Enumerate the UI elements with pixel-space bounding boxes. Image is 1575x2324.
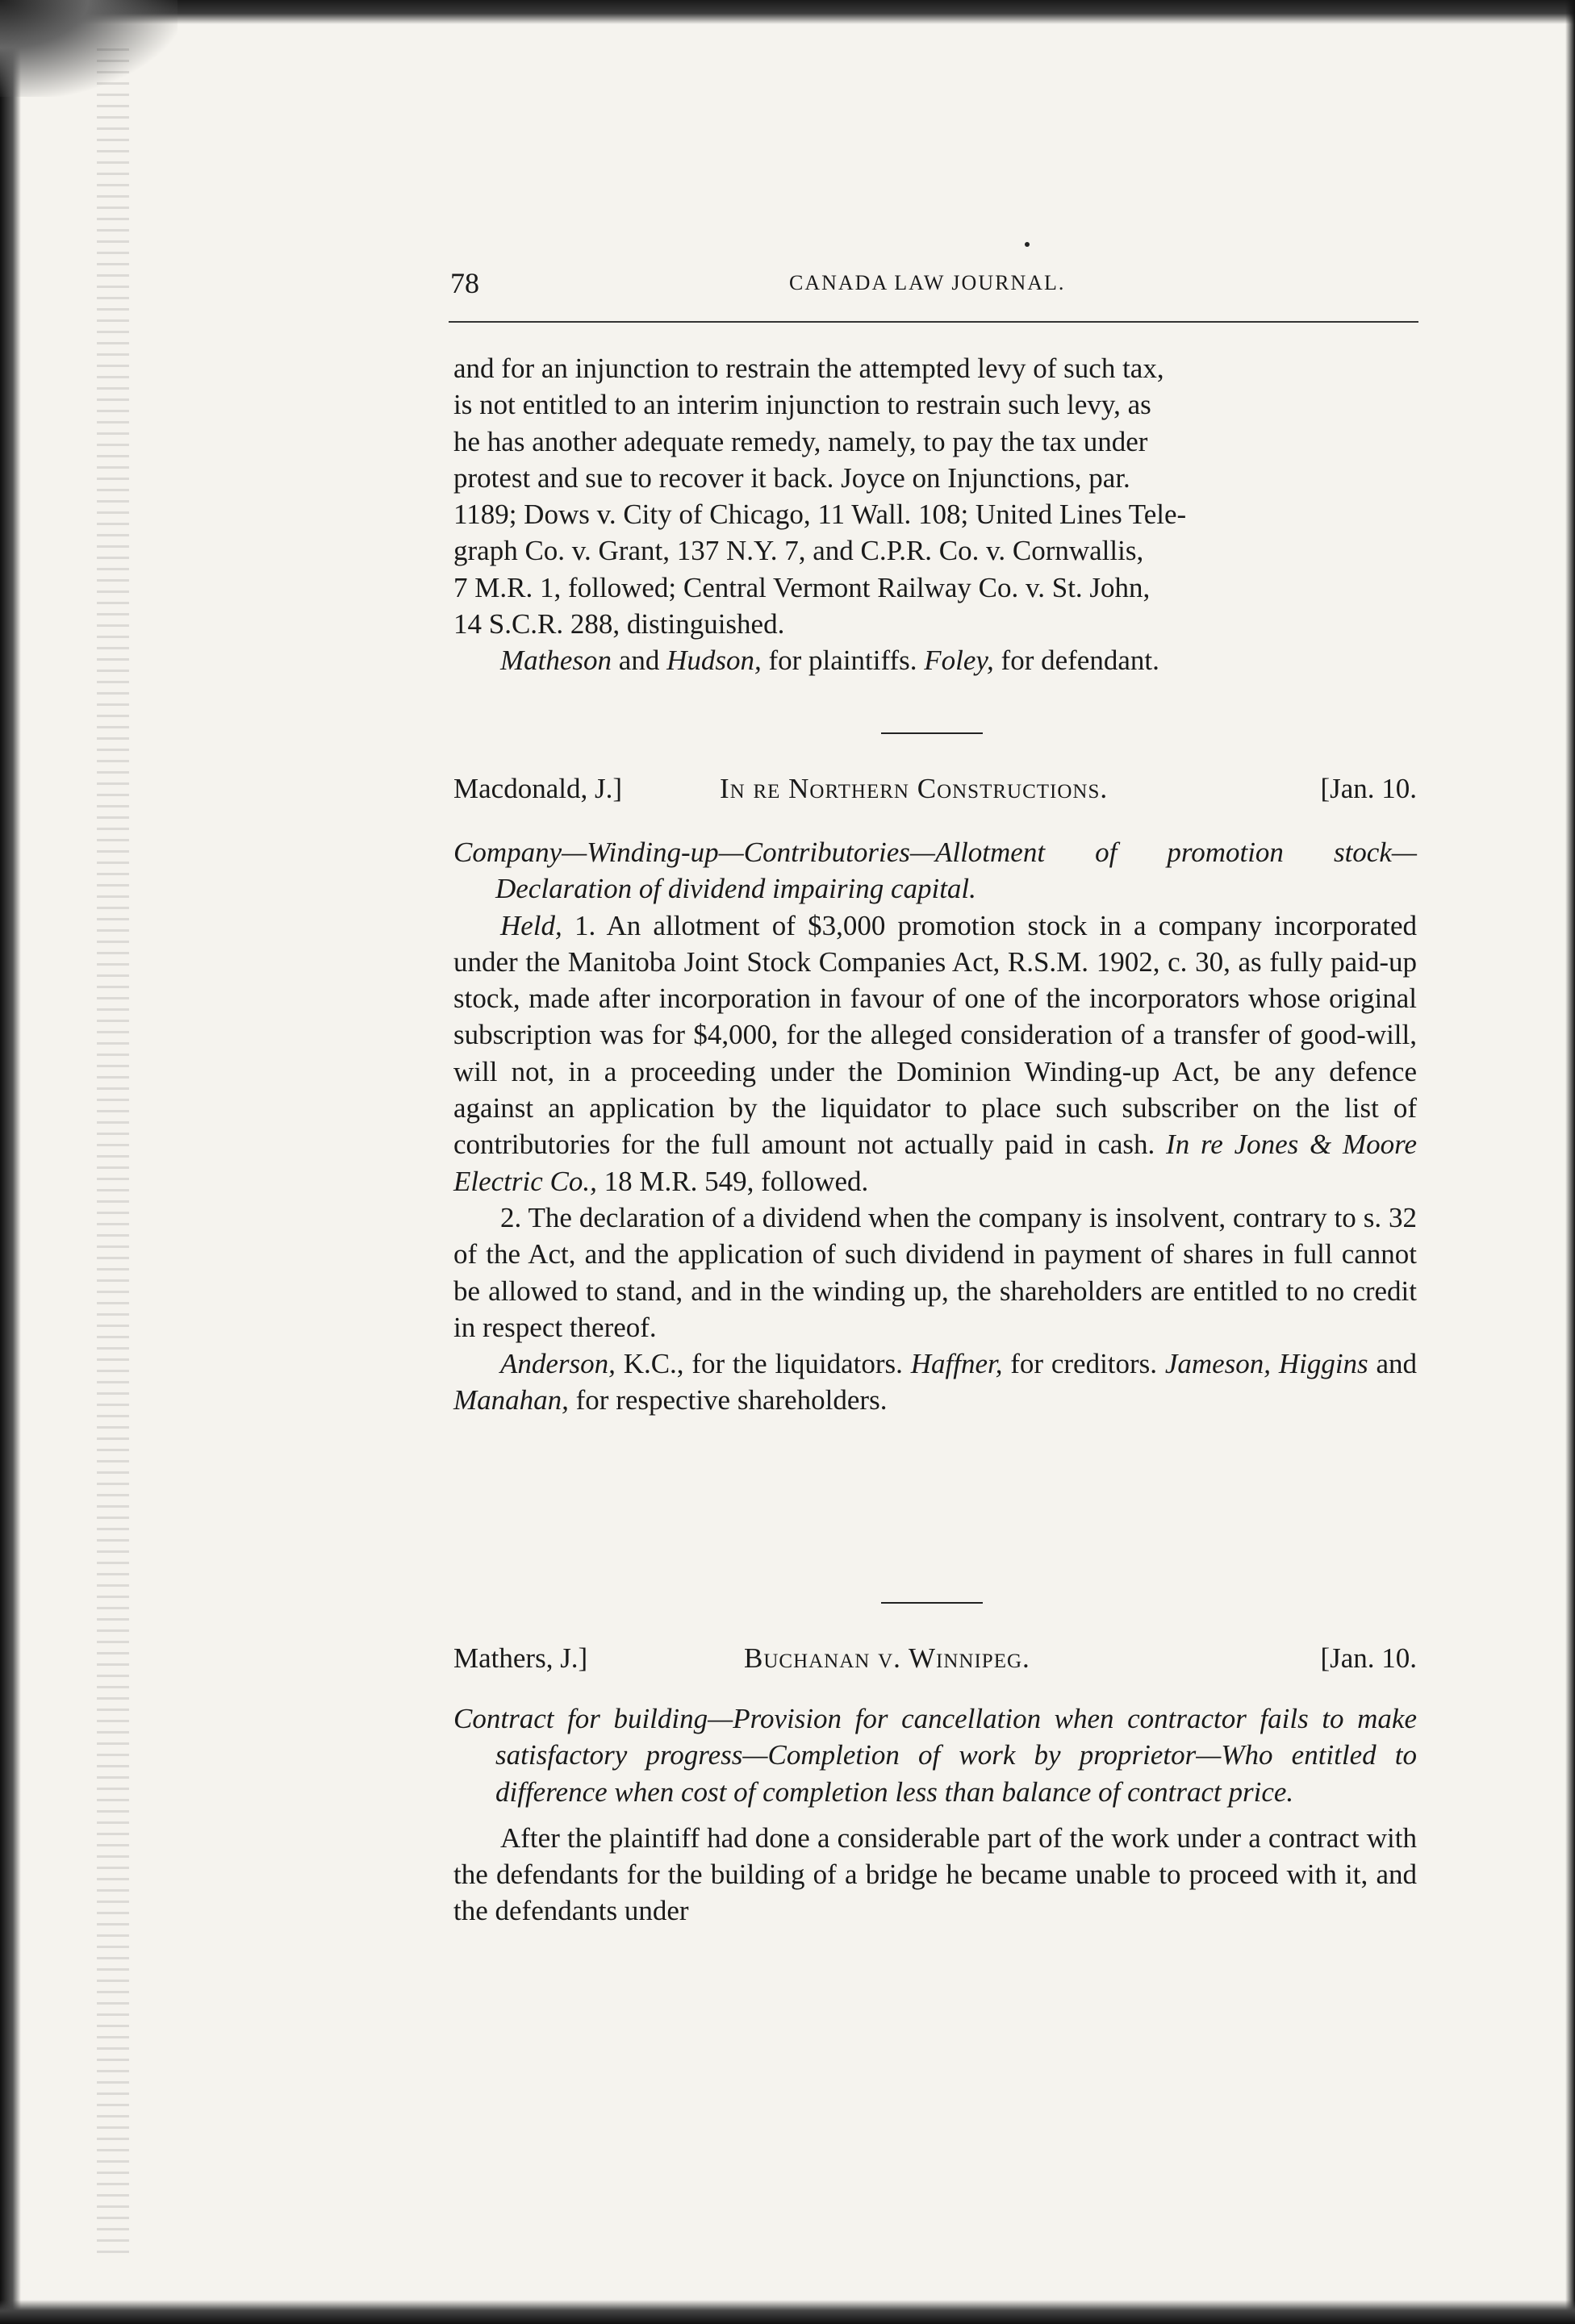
case-separator <box>881 1602 983 1604</box>
headnote: Contract for building—Provision for cancellation when contractor fails to make satisfactory progress—Completion of work by proprietor—Who entitled to difference when cost of completion less than balance of contract price. <box>453 1703 1417 1808</box>
judge: Mathers, J.] <box>453 1642 588 1674</box>
case0-counsel: Matheson and Hudson, for plaintiffs. Foley, for defendant. <box>500 645 1159 677</box>
page-number: 78 <box>450 267 479 299</box>
scan-edge-right <box>1565 0 1575 2324</box>
body-line: 7 M.R. 1, followed; Central Vermont Railway Co. v. St. John, <box>453 571 1151 603</box>
header-rule <box>449 321 1418 323</box>
case-title: Buchanan v. Winnipeg. <box>744 1642 1030 1674</box>
body-line: protest and sue to recover it back. Joyce on Injunctions, par. <box>453 461 1130 494</box>
body-line: 1189; Dows v. City of Chicago, 11 Wall. 108; United Lines Tele- <box>453 499 1187 531</box>
binding-gutter <box>97 48 129 2259</box>
case-date: [Jan. 10. <box>1320 1642 1417 1674</box>
case-separator <box>881 732 983 734</box>
case-title: In re Northern Constructions. <box>720 773 1109 804</box>
case1-counsel: Anderson, K.C., for the liquidators. Haffner, for creditors. Jameson, Higgins and Manahan, for respective shareholders. <box>453 1348 1417 1417</box>
case2-body-text: After the plaintiff had done a considerable part of the work under a contract with the defendants for the building of a bridge he became unable to proceed with it, and the defendants under <box>453 1821 1417 1927</box>
scan-edge-left <box>0 0 21 2324</box>
body-line: 14 S.C.R. 288, distinguished. <box>453 608 785 640</box>
case1-body <box>453 834 1417 1419</box>
body-line: and for an injunction to restrain the attempted levy of such tax, <box>453 353 1164 384</box>
held-2: 2. The declaration of a dividend when the company is insolvent, contrary to s. 32 of the Act, and the application of such dividend in payment of shares in full cannot be allowed to stand, and in the winding up, the shareholders are entitled to no credit in respect thereof. <box>453 1201 1417 1343</box>
scan-corner-shadow <box>0 0 178 97</box>
body-line: is not entitled to an interim injunction to restrain such levy, as <box>453 389 1151 421</box>
speck <box>1025 242 1030 247</box>
running-head: CANADA LAW JOURNAL. <box>789 271 1066 294</box>
case2-body <box>453 1700 1417 1930</box>
judge: Macdonald, J.] <box>453 773 622 804</box>
case2-caption <box>453 1642 1417 1678</box>
headnote: Company—Winding-up—Contributories—Allotment of promotion stock—Declaration of dividend impairing capital. <box>453 837 1417 905</box>
case0-body <box>453 350 1417 679</box>
journal-page <box>442 0 1428 2324</box>
page-header <box>450 266 1420 302</box>
body-line: graph Co. v. Grant, 137 N.Y. 7, and C.P.R. Co. v. Cornwallis, <box>453 535 1144 567</box>
case-date: [Jan. 10. <box>1320 773 1417 804</box>
body-line: he has another adequate remedy, namely, to pay the tax under <box>453 425 1148 457</box>
case1-caption <box>453 773 1417 808</box>
held-1: Held, 1. An allotment of $3,000 promotion stock in a company incorporated under the Manitoba Joint Stock Companies Act, R.S.M. 1902, c. 30, as fully paid-up stock, made after incorporation in favour of one of the incorporators whose original subscription was for $4,000, for the alleged consideration of a transfer of good-will, will not, in a proceeding under the Dominion Winding-up Act, be any defence against an application by the liquidator to place such subscriber on the list of contributories for the full amount not actually paid in cash. In re Jones & Moore Electric Co., 18 M.R. 549, followed. <box>453 909 1418 1197</box>
